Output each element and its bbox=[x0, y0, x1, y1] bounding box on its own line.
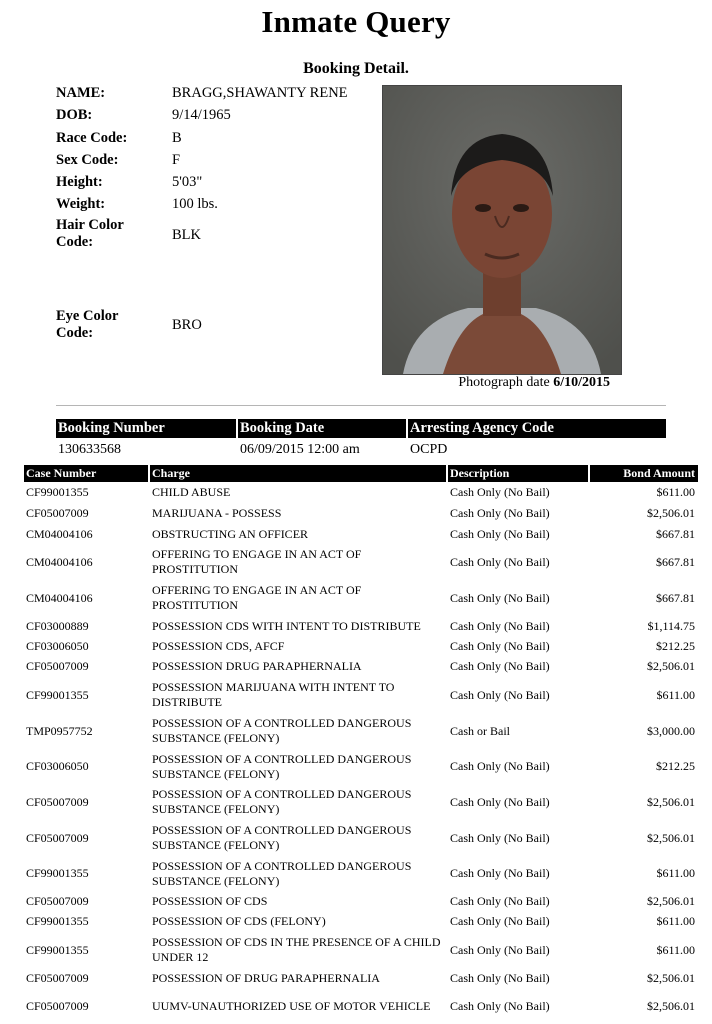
bond-description: Cash Only (No Bail) bbox=[450, 794, 550, 809]
charge-text: CHILD ABUSE bbox=[152, 485, 231, 499]
height-value: 5'03" bbox=[172, 174, 203, 190]
case-number-header: Case Number bbox=[24, 465, 148, 482]
photo-date: 6/10/2015 bbox=[553, 375, 610, 390]
photo-caption bbox=[382, 375, 622, 391]
bond-amount: $2,506.01 bbox=[647, 659, 695, 673]
bond-amount: $2,506.01 bbox=[647, 970, 695, 985]
bond-amount: $611.00 bbox=[656, 942, 695, 957]
charge-text: OBSTRUCTING AN OFFICER bbox=[152, 526, 309, 541]
race-value: B bbox=[172, 130, 182, 146]
person-photo-placeholder bbox=[383, 86, 621, 374]
case-number: CF05007009 bbox=[26, 830, 89, 845]
arresting-agency-header: Arresting Agency Code bbox=[410, 420, 554, 436]
description-header: Description bbox=[448, 465, 588, 482]
weight-value: 100 lbs. bbox=[172, 196, 218, 212]
page-subtitle: Booking Detail. bbox=[303, 60, 409, 77]
sex-label: Sex Code: bbox=[56, 152, 119, 168]
table-row bbox=[24, 820, 698, 856]
charge-text: POSSESSION OF CDS bbox=[152, 893, 268, 908]
case-number: CF99001355 bbox=[26, 485, 89, 499]
sex-value: F bbox=[172, 152, 181, 168]
case-number: CF03006050 bbox=[26, 638, 89, 653]
race-label: Race Code: bbox=[56, 130, 128, 146]
case-number: CM04004106 bbox=[26, 590, 93, 605]
bond-description: Cash Only (No Bail) bbox=[450, 998, 550, 1013]
table-row bbox=[24, 524, 698, 544]
page-title: Inmate Query bbox=[261, 4, 451, 39]
bond-description: Cash Only (No Bail) bbox=[450, 866, 550, 880]
eye-label bbox=[56, 308, 166, 342]
charge-text: POSSESSION OF CDS (FELONY) bbox=[152, 914, 326, 928]
arresting-agency: OCPD bbox=[410, 442, 448, 457]
name-label: NAME: bbox=[56, 85, 106, 101]
charge-text: POSSESSION CDS WITH INTENT TO DISTRIBUTE bbox=[152, 618, 421, 633]
charge-text: POSSESSION OF A CONTROLLED DANGEROUS SUBSTANCE (FELONY) bbox=[152, 716, 412, 745]
eye-label-line1: Eye Color bbox=[56, 308, 119, 324]
bond-description: Cash or Bail bbox=[450, 723, 510, 738]
booking-number: 130633568 bbox=[58, 442, 121, 457]
bond-description: Cash Only (No Bail) bbox=[450, 893, 550, 908]
bond-amount-header: Bond Amount bbox=[590, 465, 698, 482]
bond-amount: $611.00 bbox=[656, 914, 695, 928]
bond-description: Cash Only (No Bail) bbox=[450, 914, 550, 928]
bond-amount: $212.25 bbox=[656, 638, 695, 653]
table-row bbox=[24, 656, 698, 677]
dob-value: 9/14/1965 bbox=[172, 107, 231, 123]
case-number: CM04004106 bbox=[26, 554, 93, 569]
table-row bbox=[24, 988, 698, 1024]
charge-text: POSSESSION DRUG PARAPHERNALIA bbox=[152, 659, 362, 673]
bond-description: Cash Only (No Bail) bbox=[450, 590, 550, 605]
table-row bbox=[24, 713, 698, 749]
table-row bbox=[24, 580, 698, 616]
booking-date: 06/09/2015 12:00 am bbox=[240, 442, 360, 457]
section-divider bbox=[56, 405, 666, 406]
table-row bbox=[24, 856, 698, 891]
case-number: CF05007009 bbox=[26, 998, 89, 1013]
table-row bbox=[24, 503, 698, 524]
table-row bbox=[24, 968, 698, 988]
hair-label-line2: Code: bbox=[56, 234, 94, 250]
name-value: BRAGG,SHAWANTY RENE bbox=[172, 85, 348, 101]
hair-value: BLK bbox=[172, 227, 201, 243]
bond-description: Cash Only (No Bail) bbox=[450, 942, 550, 957]
bond-amount: $2,506.01 bbox=[647, 506, 695, 520]
case-number: CF99001355 bbox=[26, 942, 89, 957]
charge-text: POSSESSION MARIJUANA WITH INTENT TO DISTRIBUTE bbox=[152, 680, 395, 709]
table-row bbox=[24, 636, 698, 656]
charge-text: POSSESSION OF CDS IN THE PRESENCE OF A CHILD UNDER 12 bbox=[152, 935, 441, 964]
bond-description: Cash Only (No Bail) bbox=[450, 506, 550, 520]
height-label: Height: bbox=[56, 174, 103, 190]
dob-label: DOB: bbox=[56, 107, 93, 123]
table-row bbox=[24, 544, 698, 580]
case-number: CF05007009 bbox=[26, 970, 89, 985]
bond-description: Cash Only (No Bail) bbox=[450, 526, 550, 541]
case-number: CF99001355 bbox=[26, 914, 89, 928]
charge-text: UUMV-UNAUTHORIZED USE OF MOTOR VEHICLE bbox=[152, 998, 431, 1013]
case-number: CF03000889 bbox=[26, 618, 89, 633]
charge-text: POSSESSION OF A CONTROLLED DANGEROUS SUBSTANCE (FELONY) bbox=[152, 858, 412, 888]
bond-amount: $667.81 bbox=[656, 554, 695, 569]
eye-label-line2: Code: bbox=[56, 325, 94, 341]
bond-description: Cash Only (No Bail) bbox=[450, 638, 550, 653]
booking-photo bbox=[382, 85, 622, 375]
booking-header bbox=[56, 419, 666, 438]
case-number: CM04004106 bbox=[26, 526, 93, 541]
charge-text: POSSESSION OF DRUG PARAPHERNALIA bbox=[152, 970, 380, 985]
bond-amount: $667.81 bbox=[656, 590, 695, 605]
charge-text: POSSESSION CDS, AFCF bbox=[152, 638, 285, 653]
hair-label bbox=[56, 217, 166, 251]
bond-amount: $611.00 bbox=[656, 866, 695, 880]
bond-description: Cash Only (No Bail) bbox=[450, 687, 550, 702]
table-row bbox=[24, 749, 698, 784]
bond-amount: $2,506.01 bbox=[647, 998, 695, 1013]
table-row bbox=[24, 784, 698, 820]
bond-description: Cash Only (No Bail) bbox=[450, 759, 550, 773]
booking-number-header: Booking Number bbox=[56, 419, 238, 438]
table-row bbox=[24, 677, 698, 713]
charges-table bbox=[24, 482, 698, 1024]
bond-description: Cash Only (No Bail) bbox=[450, 485, 550, 499]
charge-text: POSSESSION OF A CONTROLLED DANGEROUS SUBSTANCE (FELONY) bbox=[152, 787, 412, 816]
booking-row bbox=[56, 441, 666, 459]
photo-caption-prefix: Photograph date bbox=[458, 375, 550, 390]
table-row bbox=[24, 911, 698, 932]
table-row bbox=[24, 891, 698, 911]
case-number: CF05007009 bbox=[26, 506, 89, 520]
table-row bbox=[24, 932, 698, 968]
charge-header: Charge bbox=[150, 465, 446, 482]
charges-header bbox=[24, 465, 698, 482]
bond-amount: $3,000.00 bbox=[647, 723, 695, 738]
charge-text: MARIJUANA - POSSESS bbox=[152, 506, 282, 520]
hair-label-line1: Hair Color bbox=[56, 217, 124, 233]
charge-text: POSSESSION OF A CONTROLLED DANGEROUS SUBSTANCE (FELONY) bbox=[152, 823, 412, 852]
bond-amount: $2,506.01 bbox=[647, 794, 695, 809]
bond-description: Cash Only (No Bail) bbox=[450, 830, 550, 845]
bond-amount: $2,506.01 bbox=[647, 893, 695, 908]
case-number: CF05007009 bbox=[26, 659, 89, 673]
bond-amount: $2,506.01 bbox=[647, 830, 695, 845]
bond-amount: $611.00 bbox=[656, 687, 695, 702]
case-number: TMP0957752 bbox=[26, 723, 93, 738]
case-number: CF99001355 bbox=[26, 687, 89, 702]
bond-description: Cash Only (No Bail) bbox=[450, 618, 550, 633]
bond-description: Cash Only (No Bail) bbox=[450, 554, 550, 569]
charge-text: POSSESSION OF A CONTROLLED DANGEROUS SUBSTANCE (FELONY) bbox=[152, 751, 412, 781]
bond-amount: $611.00 bbox=[656, 485, 695, 499]
case-number: CF05007009 bbox=[26, 893, 89, 908]
bond-amount: $212.25 bbox=[656, 759, 695, 773]
bond-description: Cash Only (No Bail) bbox=[450, 970, 550, 985]
table-row bbox=[24, 482, 698, 503]
case-number: CF05007009 bbox=[26, 794, 89, 809]
charge-text: OFFERING TO ENGAGE IN AN ACT OF PROSTITUTION bbox=[152, 583, 362, 612]
case-number: CF99001355 bbox=[26, 866, 89, 880]
bond-amount: $667.81 bbox=[656, 526, 695, 541]
booking-date-header: Booking Date bbox=[238, 419, 408, 438]
bond-description: Cash Only (No Bail) bbox=[450, 659, 550, 673]
case-number: CF03006050 bbox=[26, 759, 89, 773]
charge-text: OFFERING TO ENGAGE IN AN ACT OF PROSTITUTION bbox=[152, 547, 362, 576]
table-row bbox=[24, 616, 698, 636]
bond-amount: $1,114.75 bbox=[647, 618, 695, 633]
eye-value: BRO bbox=[172, 317, 202, 333]
weight-label: Weight: bbox=[56, 196, 106, 212]
